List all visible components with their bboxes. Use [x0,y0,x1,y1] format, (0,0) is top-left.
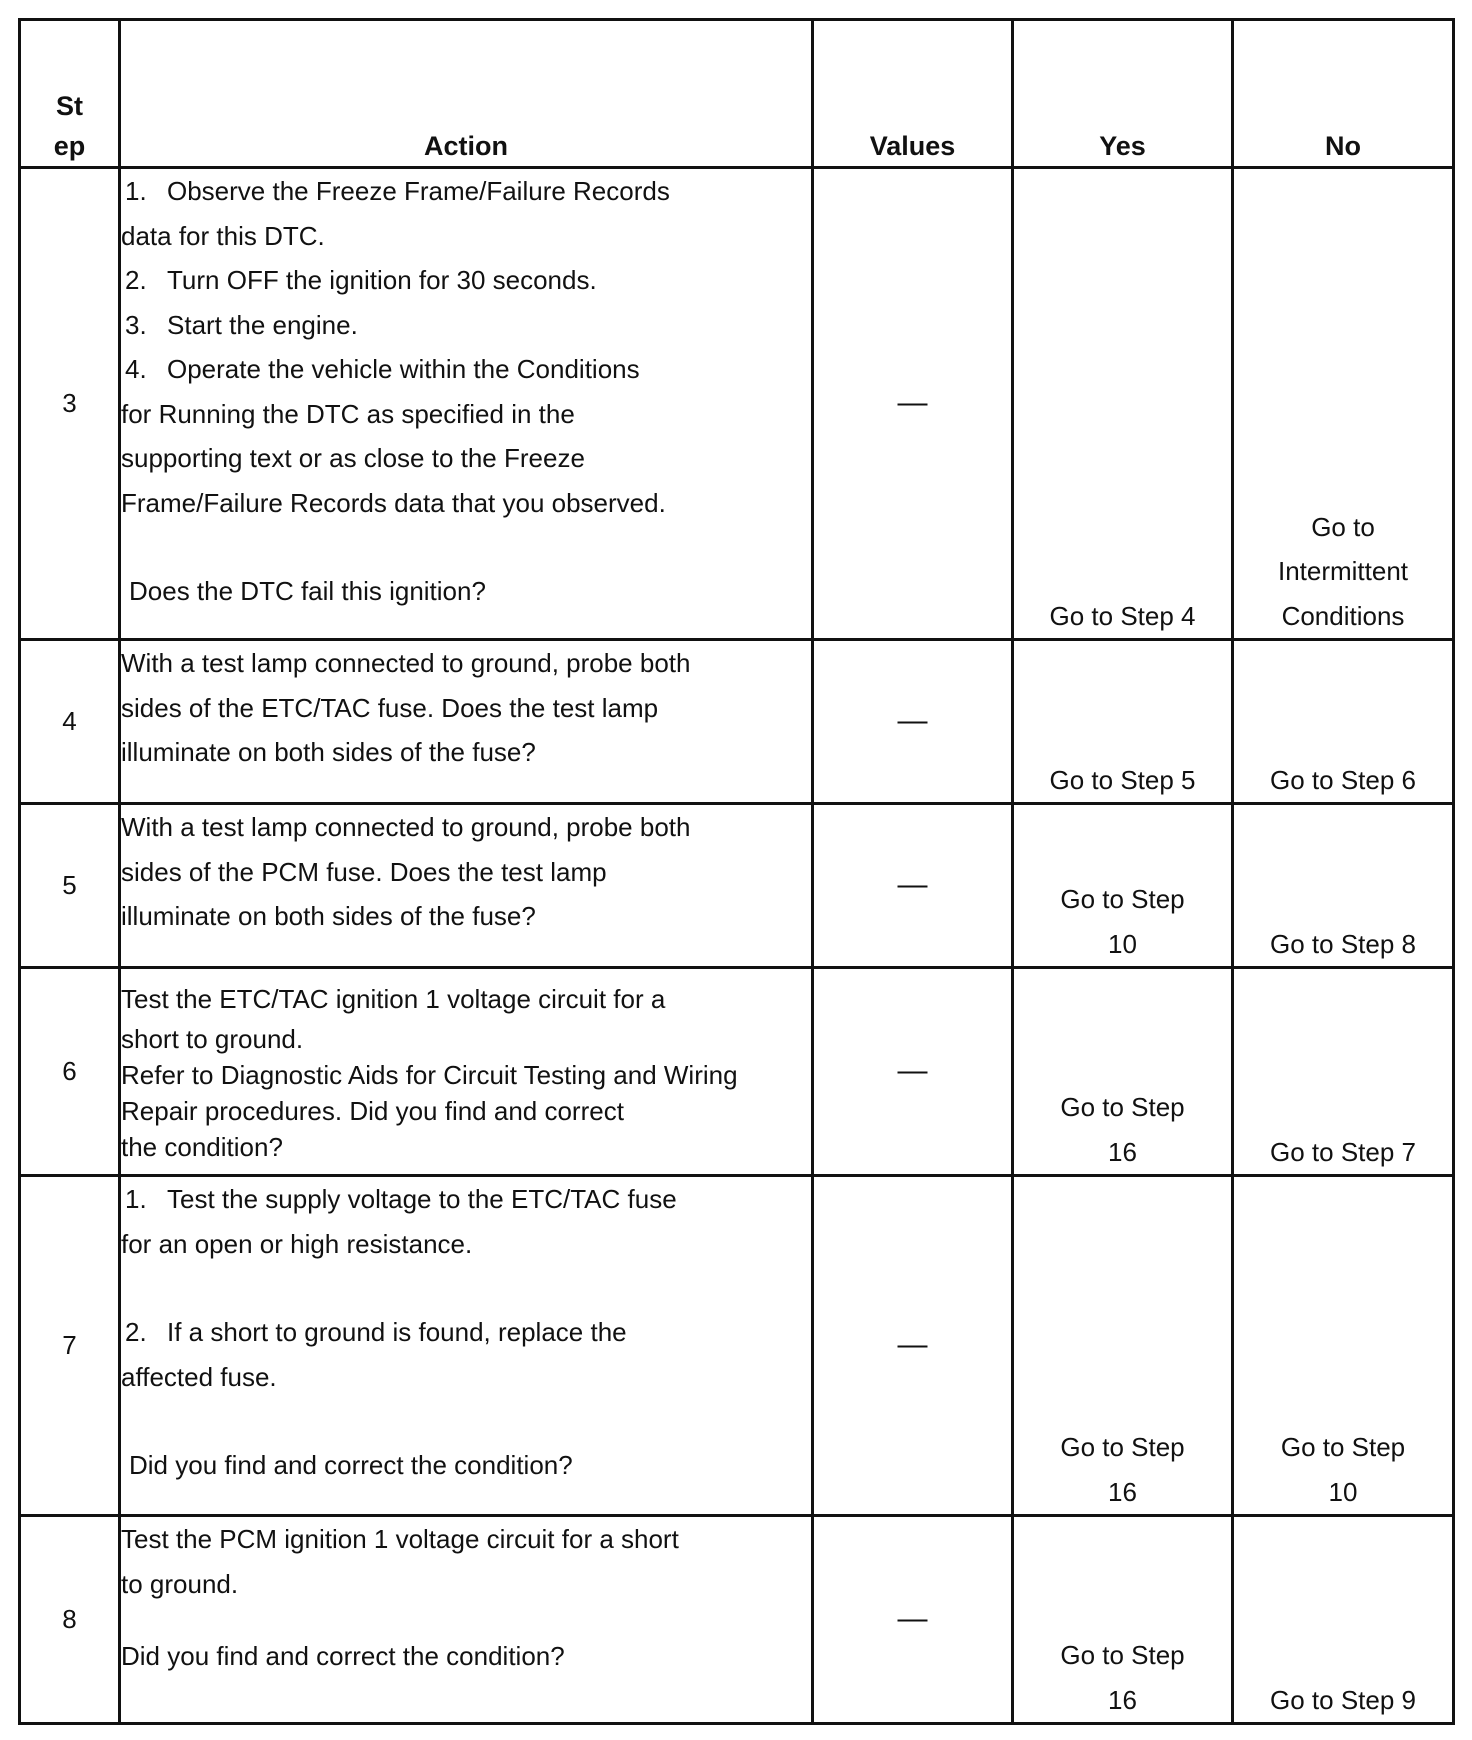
table-row [20,168,1454,640]
header-values: Values [813,20,1013,168]
values-cell: — [813,640,1013,804]
table-row [20,968,1454,1176]
no-cell: Go to Step 6 [1233,640,1454,804]
action-cell: 1. Observe the Freeze Frame/Failure Records data for this DTC. 2. Turn OFF the ignition for 30 seconds. 3. Start the engine. 4. Operate the vehicle within the Conditions for Running the DTC as specified in the supporting text or as close to the Freeze Frame/Failure Records data that you observed. Does the DTC fail this ignition? [120,168,813,640]
step-number: 6 [20,968,120,1176]
yes-cell: Go to Step 16 [1013,1176,1233,1516]
yes-cell: Go to Step 10 [1013,804,1233,968]
no-cell: Go to Step 9 [1233,1516,1454,1724]
values-cell: — [813,1516,1013,1724]
step-number: 4 [20,640,120,804]
step-number: 7 [20,1176,120,1516]
action-cell: Test the ETC/TAC ignition 1 voltage circuit for a short to ground. Refer to Diagnostic Aids for Circuit Testing and Wiring Repair procedures. Did you find and correct the condition? [120,968,813,1176]
no-cell: Go to Step 10 [1233,1176,1454,1516]
no-cell: Go to Step 7 [1233,968,1454,1176]
header-no: No [1233,20,1454,168]
table-row [20,1516,1454,1724]
step-number: 3 [20,168,120,640]
no-cell: Go to Intermittent Conditions [1233,168,1454,640]
diagnostic-table [18,18,1455,1725]
values-cell: — [813,968,1013,1176]
table-row [20,1176,1454,1516]
action-cell: With a test lamp connected to ground, probe both sides of the PCM fuse. Does the test lamp illuminate on both sides of the fuse? [120,804,813,968]
values-cell: — [813,168,1013,640]
no-cell: Go to Step 8 [1233,804,1454,968]
yes-cell: Go to Step 4 [1013,168,1233,640]
table-row [20,640,1454,804]
header-step: St ep [20,20,120,168]
yes-cell: Go to Step 16 [1013,968,1233,1176]
values-cell: — [813,1176,1013,1516]
header-row [20,20,1454,168]
header-action: Action [120,20,813,168]
action-cell: With a test lamp connected to ground, probe both sides of the ETC/TAC fuse. Does the test lamp illuminate on both sides of the fuse? [120,640,813,804]
action-cell: Test the PCM ignition 1 voltage circuit for a short to ground. Did you find and correct the condition? [120,1516,813,1724]
yes-cell: Go to Step 5 [1013,640,1233,804]
header-yes: Yes [1013,20,1233,168]
yes-cell: Go to Step 16 [1013,1516,1233,1724]
step-number: 8 [20,1516,120,1724]
action-cell: 1. Test the supply voltage to the ETC/TAC fuse for an open or high resistance. 2. If a short to ground is found, replace the affected fuse. Did you find and correct the condition? [120,1176,813,1516]
step-number: 5 [20,804,120,968]
values-cell: — [813,804,1013,968]
table-row [20,804,1454,968]
